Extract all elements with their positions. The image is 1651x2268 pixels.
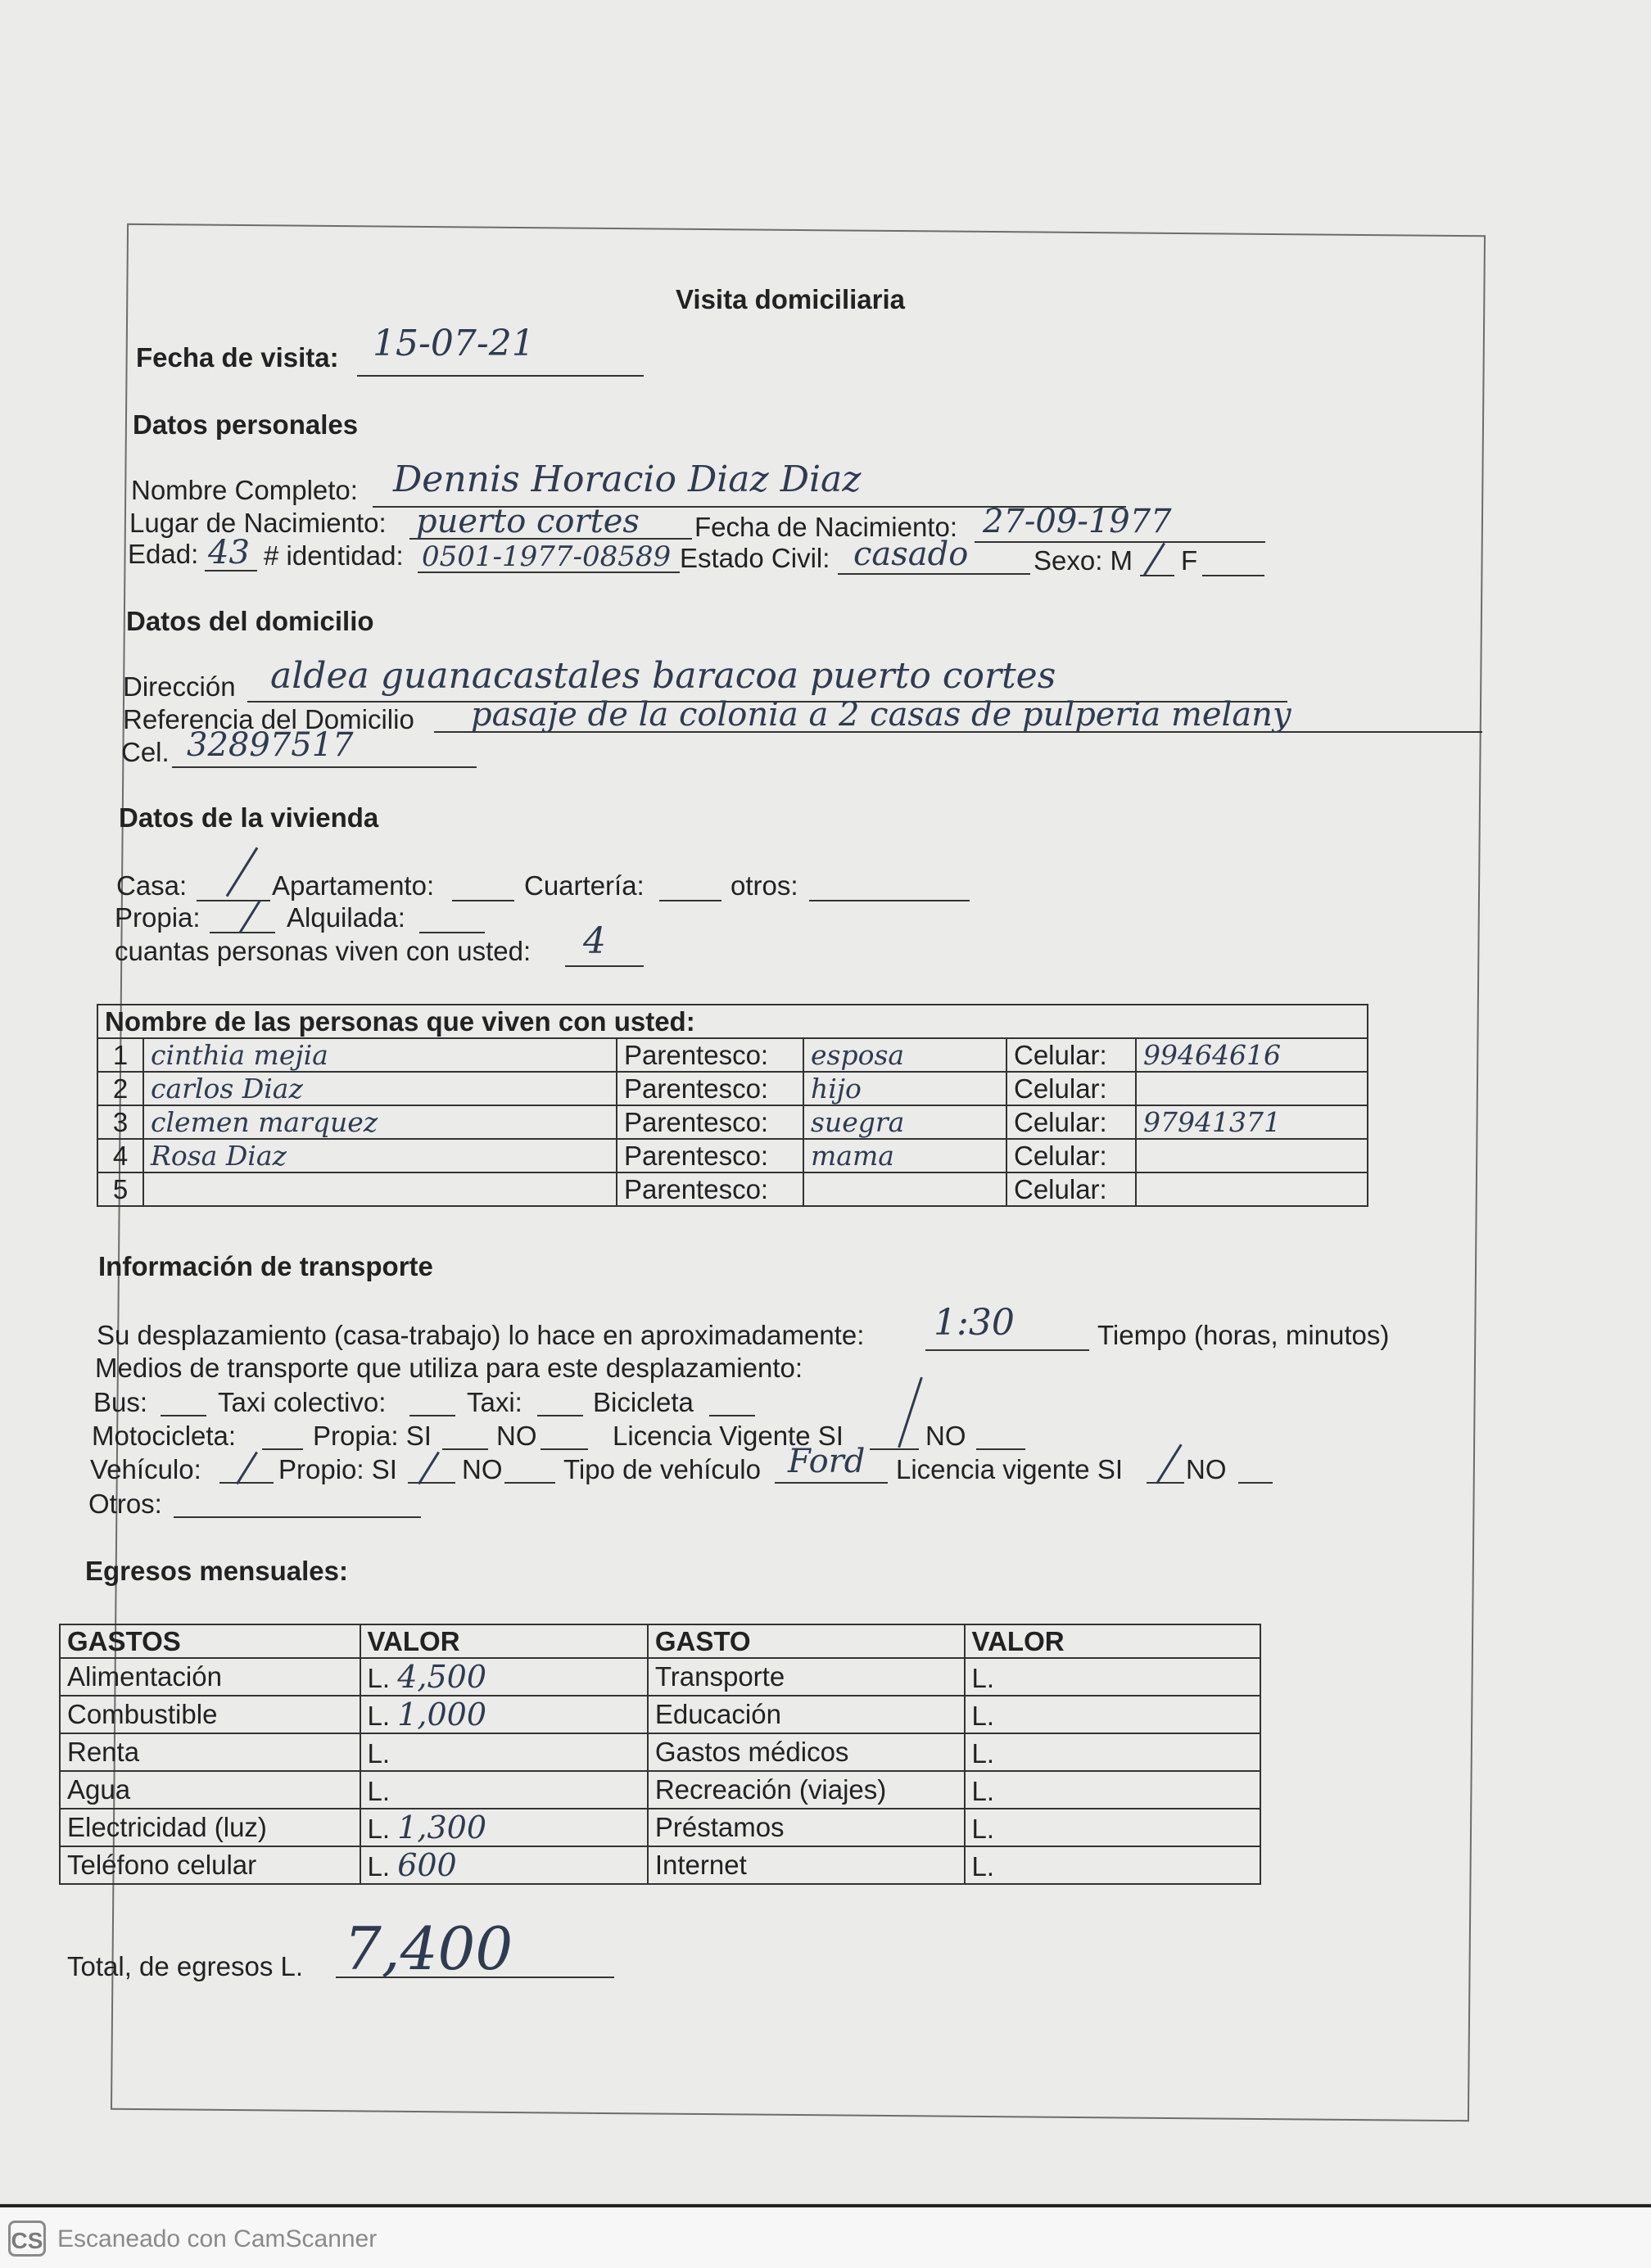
sex-f-line bbox=[1202, 575, 1264, 576]
expenses-heading: Egresos mensuales: bbox=[85, 1556, 348, 1586]
expense-value-cell bbox=[965, 1809, 1260, 1846]
expense-name: Teléfono celular bbox=[60, 1846, 360, 1884]
expense-value-cell bbox=[360, 1733, 648, 1771]
moto-own-no-label: NO bbox=[496, 1421, 537, 1451]
member-name: Rosa Diaz bbox=[143, 1139, 617, 1172]
apartment-label: Apartamento: bbox=[272, 870, 435, 901]
member-relation bbox=[803, 1172, 1006, 1206]
expenses-table bbox=[59, 1624, 1261, 1885]
rented-line bbox=[419, 932, 485, 933]
expenses-header-row bbox=[60, 1624, 1260, 1658]
own-line bbox=[210, 932, 275, 933]
commute-line bbox=[925, 1349, 1089, 1351]
member-name: cinthia mejia bbox=[143, 1038, 617, 1072]
relation-label: Parentesco: bbox=[617, 1072, 803, 1105]
phone-col-label: Celular: bbox=[1006, 1072, 1136, 1105]
table-row bbox=[60, 1696, 1260, 1733]
bicycle-line bbox=[709, 1415, 755, 1416]
transport-heading: Información de transporte bbox=[98, 1251, 433, 1281]
motorcycle-label: Motocicleta: bbox=[92, 1421, 237, 1451]
vehicle-license-label: Licencia vigente SI bbox=[896, 1454, 1124, 1484]
vehicle-label: Vehículo: bbox=[90, 1454, 201, 1484]
camscanner-logo: CS bbox=[8, 2221, 46, 2257]
people-value: 4 bbox=[583, 920, 606, 962]
others-label: Otros: bbox=[88, 1489, 162, 1519]
expense-value-cell bbox=[965, 1846, 1260, 1884]
commute-unit: Tiempo (horas, minutos) bbox=[1097, 1320, 1390, 1350]
member-phone: 97941371 bbox=[1136, 1105, 1368, 1139]
table-row bbox=[97, 1172, 1368, 1206]
expense-value: 1,000 bbox=[397, 1696, 486, 1733]
household-header-row bbox=[97, 1005, 1368, 1038]
expense-value: 600 bbox=[397, 1847, 457, 1883]
address-value: aldea guanacastales baracoa puerto cortes bbox=[270, 655, 1056, 697]
col-valor-header: VALOR bbox=[360, 1624, 648, 1658]
taxi-line bbox=[537, 1415, 583, 1416]
commute-value: 1:30 bbox=[934, 1302, 1015, 1344]
col-gastos-header: GASTOS bbox=[60, 1624, 360, 1658]
currency-label: L. bbox=[971, 1776, 995, 1806]
phone-col-label: Celular: bbox=[1006, 1038, 1136, 1072]
expense-name: Alimentación bbox=[60, 1658, 360, 1696]
birthplace-value: puerto cortes bbox=[416, 503, 640, 540]
people-label: cuantas personas viven con usted: bbox=[115, 936, 531, 966]
name-value: Dennis Horacio Diaz Diaz bbox=[393, 459, 862, 500]
member-name bbox=[143, 1172, 617, 1206]
currency-label: L. bbox=[367, 1663, 391, 1693]
expense-value-cell bbox=[360, 1658, 648, 1696]
sex-m-label: Sexo: M bbox=[1034, 545, 1133, 576]
row-number: 4 bbox=[97, 1139, 143, 1172]
expense-name: Electricidad (luz) bbox=[60, 1809, 360, 1846]
relation-label: Parentesco: bbox=[617, 1038, 803, 1072]
reference-label: Referencia del Domicilio bbox=[123, 704, 414, 734]
expense-name: Internet bbox=[648, 1846, 965, 1884]
birthdate-label: Fecha de Nacimiento: bbox=[694, 512, 957, 542]
taxi-collective-line bbox=[409, 1415, 455, 1416]
vehicle-own-no-label: NO bbox=[462, 1454, 503, 1484]
member-relation: hijo bbox=[803, 1072, 1006, 1105]
phone-label: Cel. bbox=[121, 737, 170, 767]
expense-name: Transporte bbox=[648, 1658, 965, 1696]
vehicle-type-line bbox=[775, 1482, 888, 1484]
table-row bbox=[97, 1072, 1368, 1105]
table-row bbox=[60, 1658, 1260, 1696]
vehicle-type-value: Ford bbox=[788, 1443, 866, 1480]
commute-label: Su desplazamiento (casa-trabajo) lo hace en aproximadamente: bbox=[97, 1320, 865, 1350]
means-label: Medios de transporte que utiliza para este desplazamiento: bbox=[95, 1353, 803, 1383]
member-phone bbox=[1136, 1139, 1368, 1172]
visit-date-line bbox=[357, 375, 644, 377]
currency-label: L. bbox=[971, 1851, 995, 1882]
table-row bbox=[60, 1733, 1260, 1771]
phone-line bbox=[172, 766, 477, 768]
relation-label: Parentesco: bbox=[617, 1172, 803, 1206]
expense-value-cell bbox=[360, 1696, 648, 1733]
vehicle-own-yes-line bbox=[408, 1482, 455, 1484]
total-value: 7,400 bbox=[344, 1914, 513, 1983]
reference-value: pasaje de la colonia a 2 casas de pulperia melany bbox=[471, 696, 1291, 734]
civil-line bbox=[838, 573, 1030, 575]
birthdate-line bbox=[975, 541, 1265, 543]
row-number: 5 bbox=[97, 1172, 143, 1206]
people-line bbox=[565, 965, 644, 967]
id-label: # identidad: bbox=[264, 540, 404, 571]
table-row bbox=[97, 1139, 1368, 1172]
currency-label: L. bbox=[971, 1663, 995, 1693]
birthplace-label: Lugar de Nacimiento: bbox=[129, 508, 387, 538]
civil-value: casado bbox=[853, 535, 969, 573]
other-label: otros: bbox=[731, 870, 798, 901]
currency-label: L. bbox=[367, 1701, 391, 1731]
expense-name: Préstamos bbox=[648, 1809, 965, 1846]
relation-label: Parentesco: bbox=[617, 1105, 803, 1139]
expense-value-cell bbox=[360, 1846, 648, 1884]
row-number: 3 bbox=[97, 1105, 143, 1139]
total-label: Total, de egresos L. bbox=[67, 1951, 304, 1981]
taxi-collective-label: Taxi colectivo: bbox=[218, 1387, 387, 1417]
vehicle-own-yes-label: Propio: SI bbox=[278, 1454, 397, 1484]
phone-col-label: Celular: bbox=[1006, 1105, 1136, 1139]
member-name: clemen marquez bbox=[143, 1105, 617, 1139]
member-phone: 99464616 bbox=[1136, 1038, 1368, 1072]
rented-label: Alquilada: bbox=[287, 902, 405, 933]
housing-heading: Datos de la vivienda bbox=[119, 802, 379, 833]
vehicle-license-yes-line bbox=[1147, 1482, 1184, 1484]
other-line bbox=[809, 900, 970, 901]
moto-license-no-label: NO bbox=[925, 1421, 966, 1451]
personal-heading: Datos personales bbox=[133, 409, 359, 440]
age-label: Edad: bbox=[128, 539, 199, 569]
expense-name: Combustible bbox=[60, 1696, 360, 1733]
member-relation: esposa bbox=[803, 1038, 1006, 1072]
household-header: Nombre de las personas que viven con usted: bbox=[97, 1005, 1368, 1038]
expense-value-cell bbox=[360, 1771, 648, 1809]
table-row bbox=[60, 1809, 1260, 1846]
member-relation: mama bbox=[803, 1139, 1006, 1172]
expense-value-cell bbox=[965, 1658, 1260, 1696]
name-label: Nombre Completo: bbox=[131, 475, 358, 505]
bus-label: Bus: bbox=[93, 1387, 148, 1417]
currency-label: L. bbox=[971, 1814, 995, 1844]
currency-label: L. bbox=[367, 1814, 391, 1844]
relation-label: Parentesco: bbox=[617, 1139, 803, 1172]
visit-date-label: Fecha de visita: bbox=[136, 342, 339, 373]
currency-label: L. bbox=[971, 1738, 995, 1769]
phone-col-label: Celular: bbox=[1006, 1139, 1136, 1172]
row-number: 1 bbox=[97, 1038, 143, 1072]
currency-label: L. bbox=[367, 1851, 391, 1882]
visit-date-value: 15-07-21 bbox=[373, 323, 535, 364]
house-label: Casa: bbox=[116, 870, 188, 901]
expense-value-cell bbox=[965, 1771, 1260, 1809]
civil-label: Estado Civil: bbox=[680, 543, 830, 573]
moto-license-no-line bbox=[976, 1448, 1025, 1450]
domicile-heading: Datos del domicilio bbox=[126, 606, 374, 636]
phone-col-label: Celular: bbox=[1006, 1172, 1136, 1206]
expense-value-cell bbox=[360, 1809, 648, 1846]
table-row bbox=[97, 1038, 1368, 1072]
taxi-label: Taxi: bbox=[467, 1387, 522, 1417]
currency-label: L. bbox=[367, 1738, 391, 1769]
id-value: 0501-1977-08589 bbox=[422, 540, 672, 573]
expense-name: Gastos médicos bbox=[648, 1733, 965, 1771]
vehicle-license-no-line bbox=[1238, 1482, 1273, 1484]
expense-value: 4,500 bbox=[397, 1659, 486, 1695]
camscanner-text: Escaneado con CamScanner bbox=[57, 2225, 378, 2252]
expense-name: Renta bbox=[60, 1733, 360, 1771]
moto-license-yes-line bbox=[870, 1448, 919, 1450]
phone-value: 32897517 bbox=[187, 726, 354, 764]
moto-own-yes-line bbox=[442, 1448, 488, 1450]
own-label: Propia: bbox=[115, 902, 201, 933]
address-label: Dirección bbox=[123, 671, 236, 702]
moto-license-label: Licencia Vigente SI bbox=[613, 1421, 844, 1451]
form-title: Visita domiciliaria bbox=[676, 284, 906, 314]
age-value: 43 bbox=[208, 534, 250, 572]
col-gasto-header: GASTO bbox=[648, 1624, 965, 1658]
bicycle-label: Bicicleta bbox=[593, 1387, 694, 1417]
room-label: Cuartería: bbox=[524, 870, 645, 901]
sex-f-label: F bbox=[1181, 545, 1198, 576]
currency-label: L. bbox=[367, 1776, 391, 1806]
member-relation: suegra bbox=[803, 1105, 1006, 1139]
member-phone bbox=[1136, 1172, 1368, 1206]
expense-value: 1,300 bbox=[397, 1809, 486, 1846]
currency-label: L. bbox=[971, 1701, 995, 1731]
expense-value-cell bbox=[965, 1733, 1260, 1771]
room-line bbox=[659, 900, 721, 901]
vehicle-type-label: Tipo de vehículo bbox=[563, 1454, 761, 1484]
member-name: carlos Diaz bbox=[143, 1072, 617, 1105]
table-row bbox=[60, 1771, 1260, 1809]
vehicle-own-no-line bbox=[504, 1482, 555, 1484]
moto-own-no-line bbox=[541, 1448, 588, 1450]
table-row bbox=[97, 1105, 1368, 1139]
expense-name: Educación bbox=[648, 1696, 965, 1733]
row-number: 2 bbox=[97, 1072, 143, 1105]
table-row bbox=[60, 1846, 1260, 1884]
motorcycle-line bbox=[262, 1448, 303, 1450]
col-valor2-header: VALOR bbox=[965, 1624, 1260, 1658]
vehicle-line bbox=[219, 1482, 274, 1484]
bus-line bbox=[161, 1415, 206, 1416]
apartment-line bbox=[452, 900, 514, 901]
household-table bbox=[97, 1004, 1368, 1207]
expense-name: Recreación (viajes) bbox=[648, 1771, 965, 1809]
scanner-footer bbox=[0, 2204, 1651, 2268]
expense-name: Agua bbox=[60, 1771, 360, 1809]
others-line bbox=[174, 1516, 421, 1518]
member-phone bbox=[1136, 1072, 1368, 1105]
vehicle-license-no-label: NO bbox=[1186, 1454, 1227, 1484]
expense-value-cell bbox=[965, 1696, 1260, 1733]
moto-own-yes-label: Propia: SI bbox=[313, 1421, 432, 1451]
birthdate-value: 27-09-1977 bbox=[983, 503, 1172, 540]
